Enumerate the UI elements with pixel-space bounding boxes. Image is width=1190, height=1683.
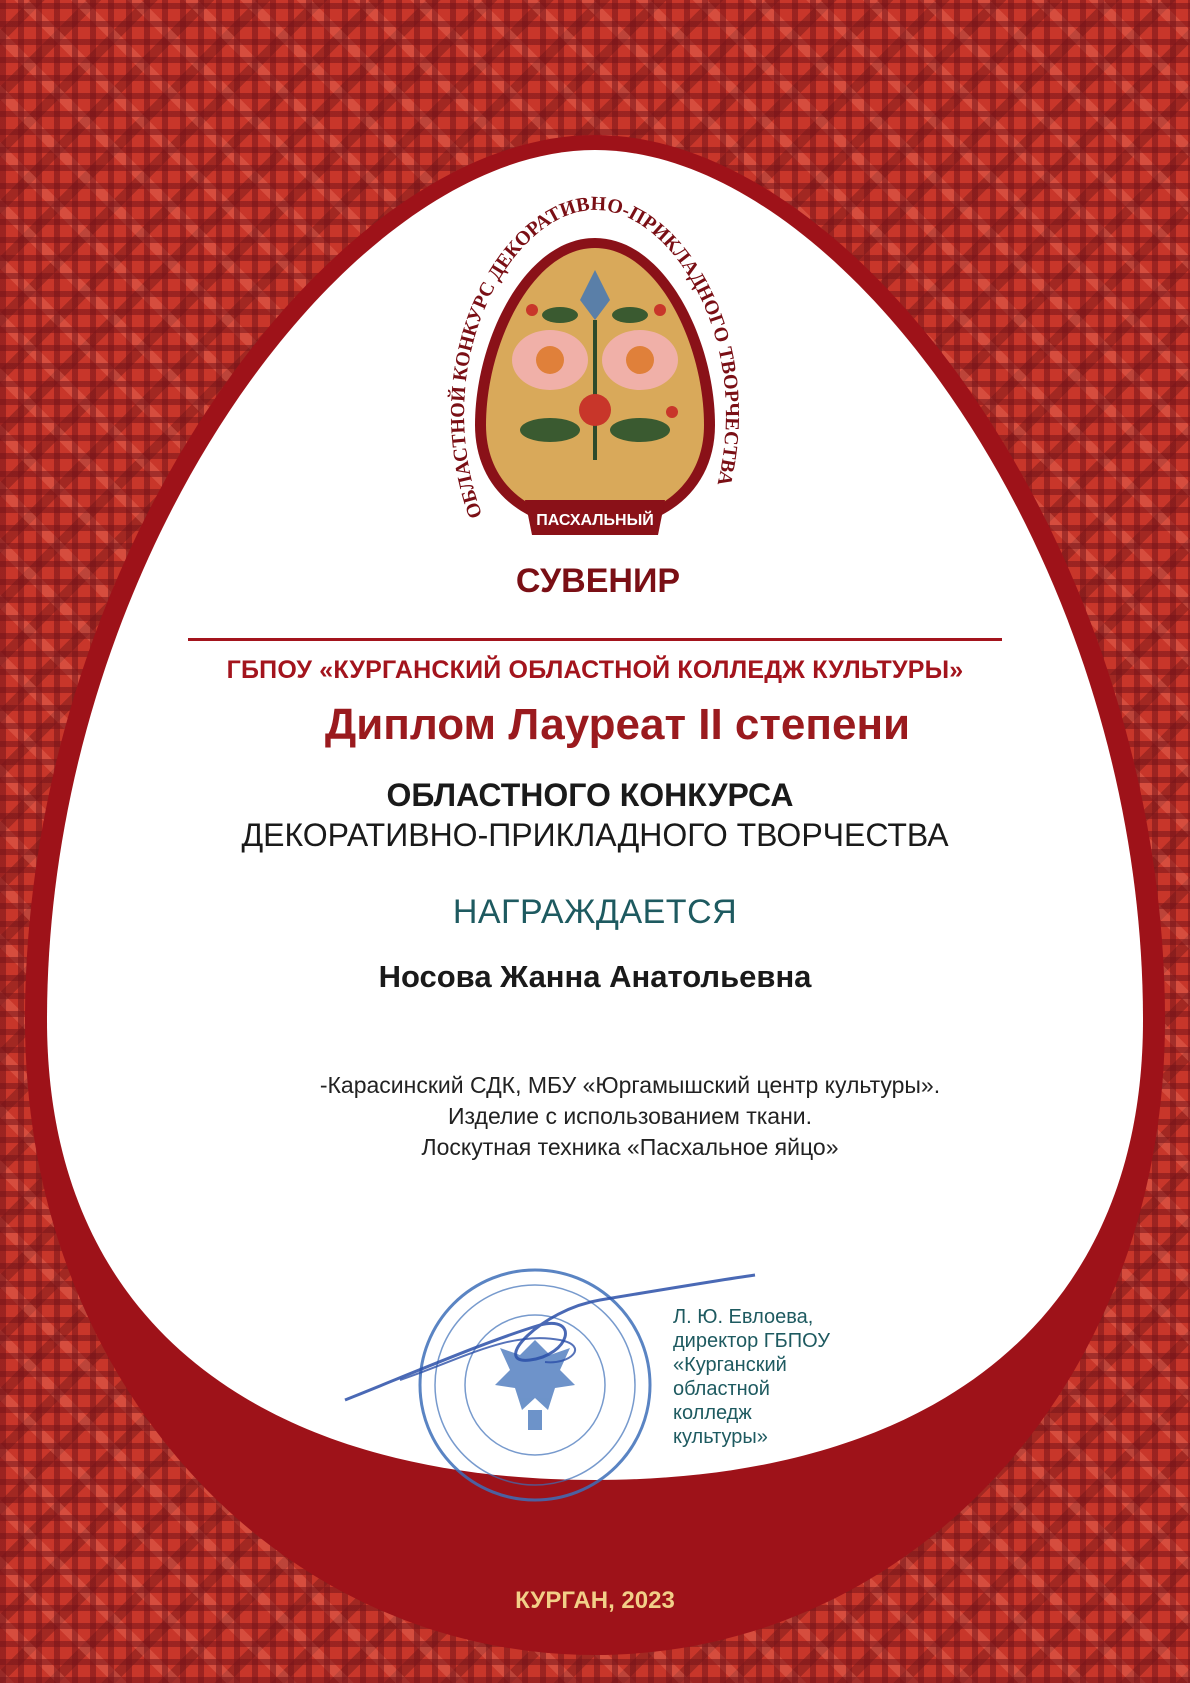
award-description bbox=[200, 1070, 1060, 1163]
signer-line: Л. Ю. Евлоева, bbox=[673, 1306, 814, 1328]
diploma-title: Диплом Лауреат II степени bbox=[324, 700, 911, 749]
emblem-arc-text: ОБЛАСТНОЙ КОНКУРС ДЕКОРАТИВНО-ПРИКЛАДНОГО ТВОРЧЕСТВА bbox=[446, 192, 744, 522]
contest-line-2: ДЕКОРАТИВНО-ПРИКЛАДНОГО ТВОРЧЕСТВА bbox=[241, 817, 949, 853]
contest-line-1: ОБЛАСТНОГО КОНКУРСА bbox=[386, 777, 794, 813]
signer-line: колледж bbox=[673, 1402, 752, 1424]
divider-line bbox=[188, 638, 1002, 641]
signer-line: культуры» bbox=[673, 1426, 768, 1448]
description-line: Изделие с использованием ткани. bbox=[447, 1103, 813, 1129]
signer-line: директор ГБПОУ bbox=[673, 1330, 830, 1352]
awarded-label: НАГРАЖДАЕТСЯ bbox=[452, 893, 738, 931]
signer-line: областной bbox=[673, 1378, 770, 1400]
footer-city-year: КУРГАН, 2023 bbox=[515, 1587, 675, 1614]
description-line: -Карасинский СДК, МБУ «Юргамышский центр культуры». bbox=[319, 1072, 941, 1098]
emblem-name-text: СУВЕНИР bbox=[515, 562, 681, 600]
recipient-name: Носова Жанна Анатольевна bbox=[378, 959, 812, 994]
description-line: Лоскутная техника «Пасхальное яйцо» bbox=[421, 1134, 839, 1160]
contest-emblem bbox=[440, 190, 750, 610]
emblem-ribbon-text: ПАСХАЛЬНЫЙ bbox=[536, 512, 654, 529]
signer-line: «Курганский bbox=[673, 1354, 787, 1376]
signer-info bbox=[673, 1305, 873, 1449]
organization-name: ГБПОУ «КУРГАНСКИЙ ОБЛАСТНОЙ КОЛЛЕДЖ КУЛЬТУРЫ» bbox=[226, 656, 964, 684]
